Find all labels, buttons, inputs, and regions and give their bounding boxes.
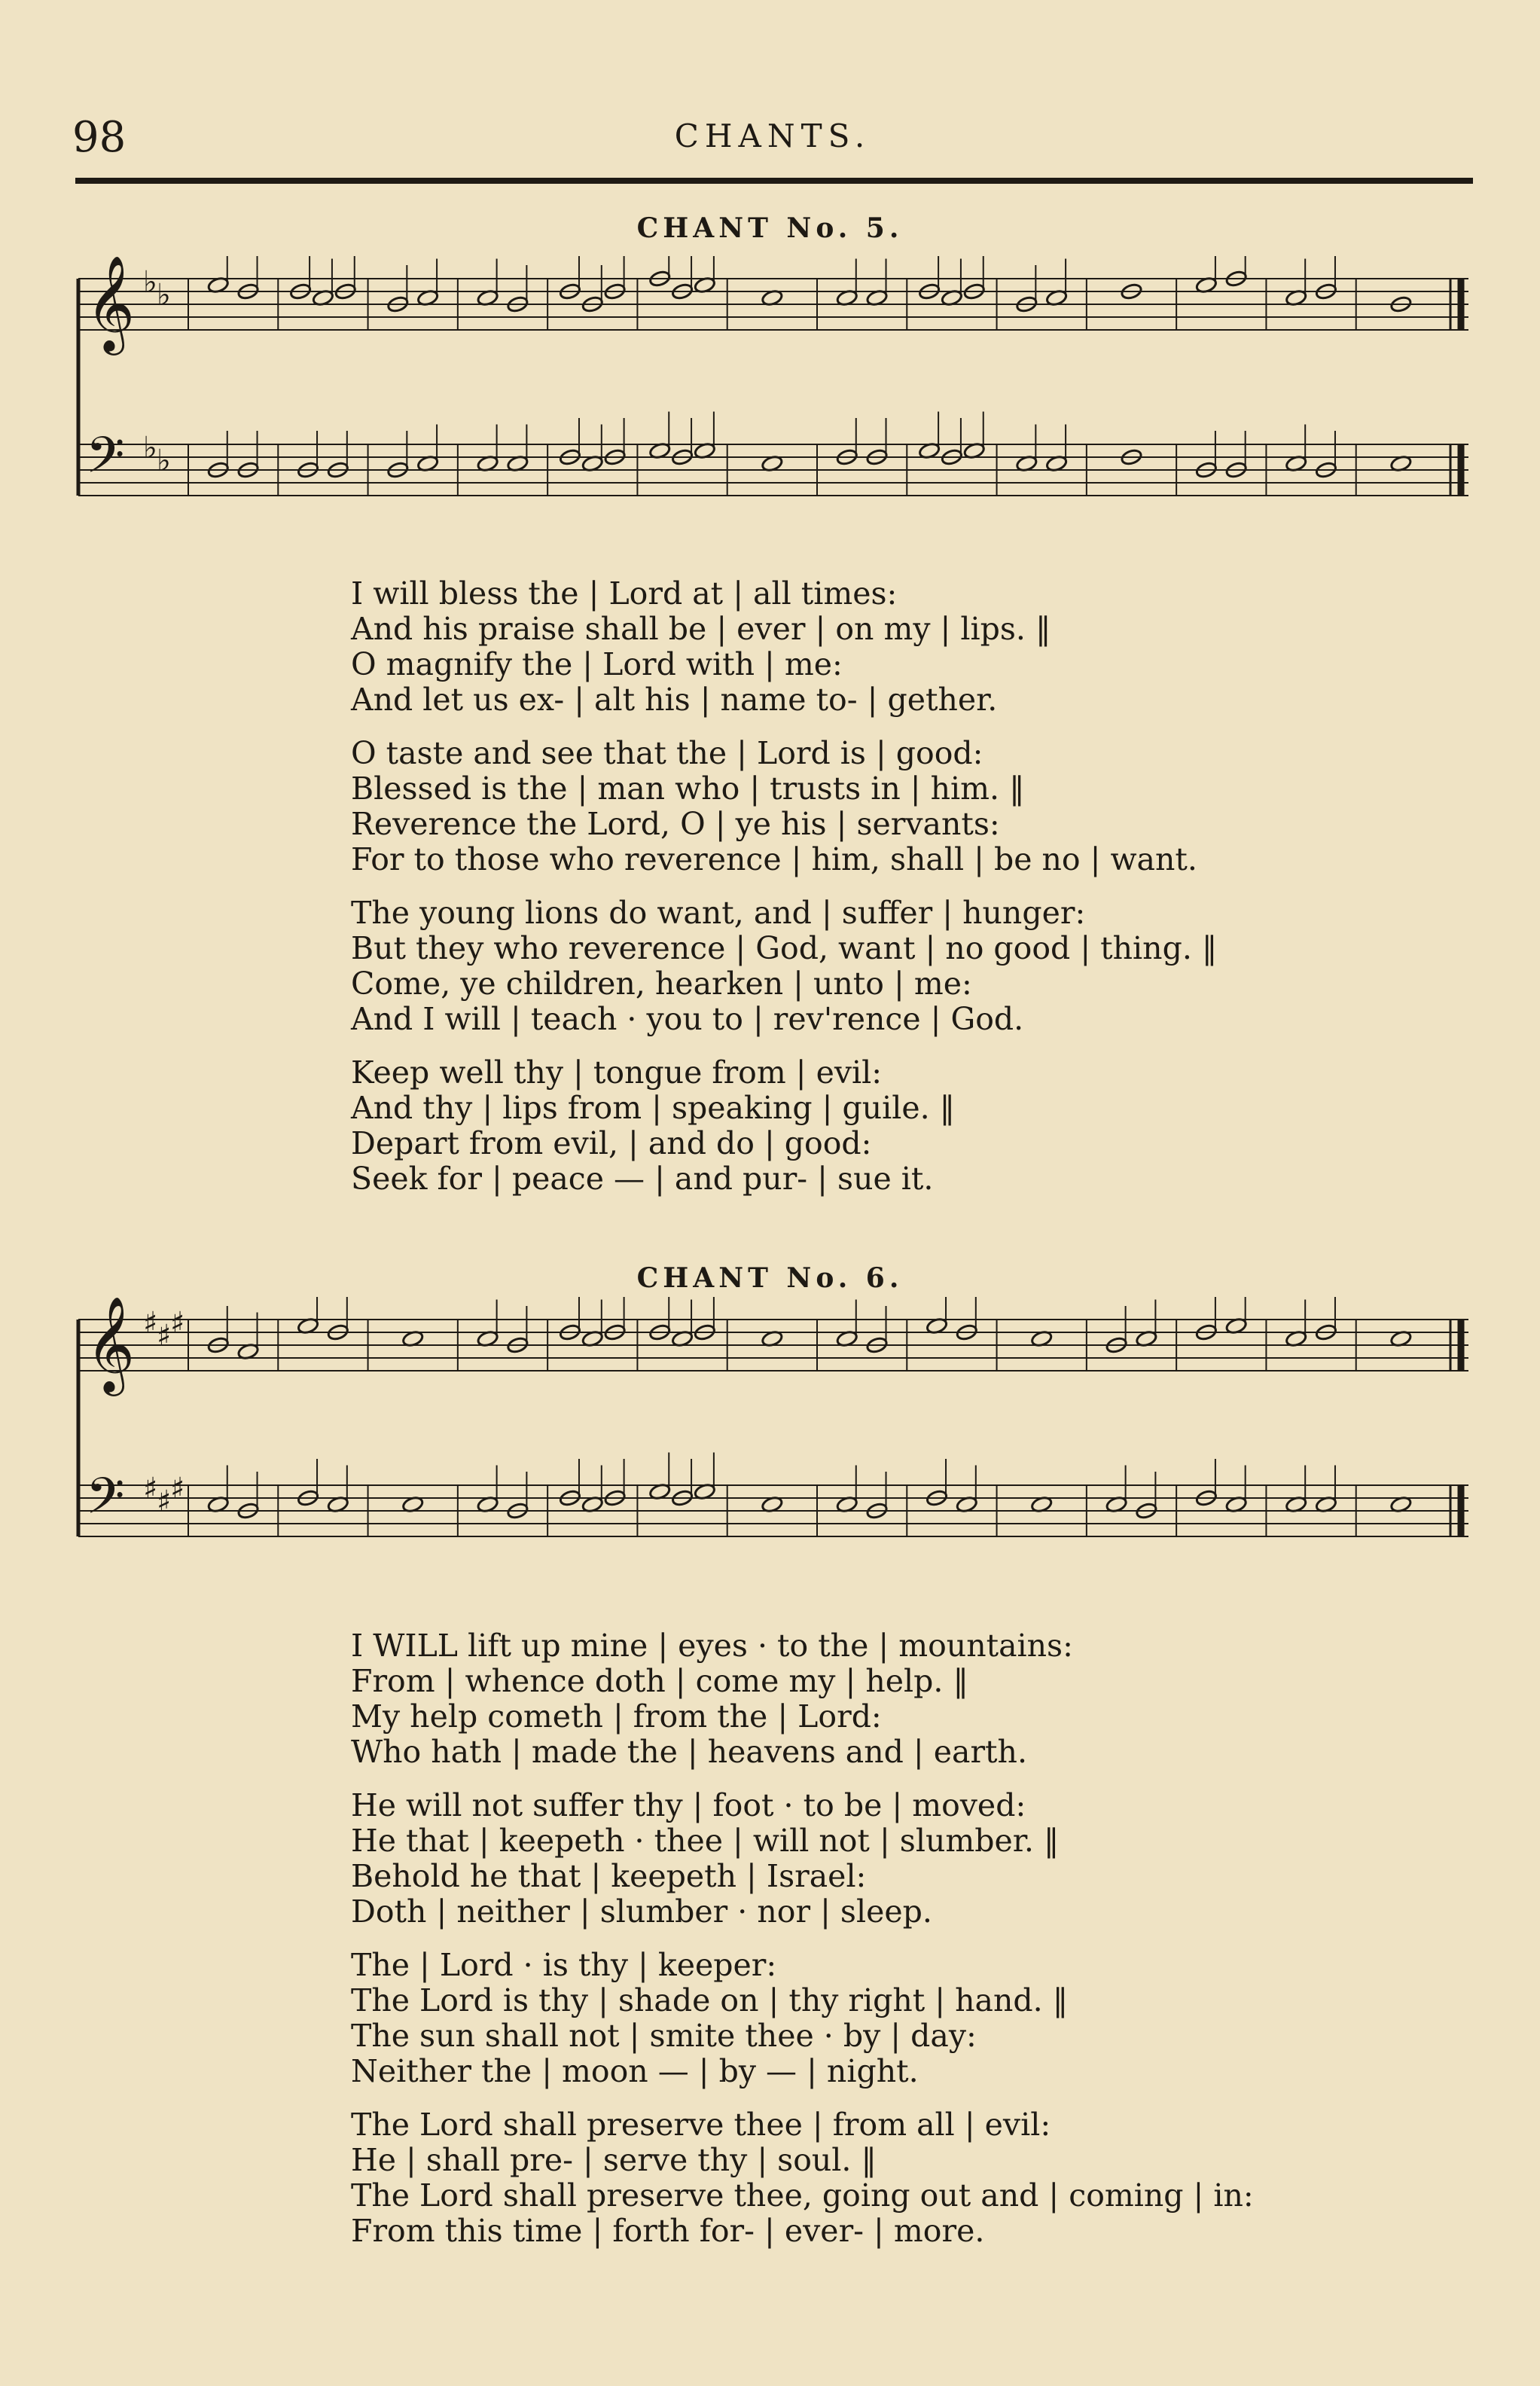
flat-icon: ♭: [157, 278, 171, 313]
page-header: [72, 113, 1473, 166]
bass-clef-icon: 𝄢: [86, 426, 125, 496]
verse-line: The young lions do want, and | suffer | hunger:: [351, 895, 1086, 931]
verse-line: My help cometh | from the | Lord:: [351, 1698, 882, 1735]
verse-line: The Lord is thy | shade on | thy right | hand. ‖: [351, 1982, 1069, 2018]
verse-line: O taste and see that the | Lord is | good:: [351, 735, 983, 771]
verse-line: From | whence doth | come my | help. ‖: [351, 1663, 968, 1699]
stanza: [351, 1628, 1465, 1770]
sharp-icon: ♯: [157, 1484, 172, 1519]
verse-line: From this time | forth for- | ever- | more.: [351, 2213, 985, 2249]
verse-line: And his praise shall be | ever | on my | lips. ‖: [351, 611, 1051, 647]
verse-line: I will bless the | Lord at | all times:: [351, 575, 898, 612]
verse-line: He that | keepeth · thee | will not | slumber. ‖: [351, 1823, 1060, 1859]
verse-line: But they who reverence | God, want | no good | thing. ‖: [351, 930, 1218, 966]
verse-line: And thy | lips from | speaking | guile. ‖: [351, 1090, 956, 1126]
stanza: [351, 2107, 1465, 2249]
sharp-icon: ♯: [170, 1472, 185, 1506]
header-rule: [75, 178, 1473, 184]
verse-line: Blessed is the | man who | trusts in | him. ‖: [351, 770, 1025, 807]
stanza: [351, 1788, 1465, 1930]
verse-line: And I will | teach · you to | rev'rence | God.: [351, 1001, 1024, 1037]
verse-line: He will not suffer thy | foot · to be | moved:: [351, 1787, 1026, 1823]
treble-clef-icon: 𝄞: [86, 256, 136, 351]
chant-6-score: [75, 1297, 1476, 1598]
verse-line: Keep well thy | tongue from | evil:: [351, 1054, 883, 1091]
stanza: [351, 1948, 1465, 2089]
verse-line: Seek for | peace — | and pur- | sue it.: [351, 1161, 934, 1197]
chant-6-music-staves: [75, 1297, 1476, 1598]
sharp-icon: ♯: [143, 1306, 158, 1341]
verse-line: The | Lord · is thy | keeper:: [351, 1947, 777, 1983]
verse-line: Neither the | moon — | by — | night.: [351, 2053, 919, 2089]
verse-line: Come, ye children, hearken | unto | me:: [351, 966, 972, 1002]
sharp-icon: ♯: [143, 1472, 158, 1506]
verse-line: The sun shall not | smite thee · by | day:: [351, 2018, 977, 2054]
running-title: CHANTS.: [674, 117, 871, 154]
chant-5-score: [75, 256, 1476, 557]
flat-icon: ♭: [143, 265, 157, 300]
verse-line: Behold he that | keepeth | Israel:: [351, 1858, 867, 1894]
verse-line: For to those who reverence | him, shall | be no | want.: [351, 841, 1197, 877]
verse-line: Reverence the Lord, O | ye his | servants:: [351, 806, 1000, 842]
sharp-icon: ♯: [157, 1319, 172, 1353]
chant-6-verses: [351, 1628, 1465, 2267]
treble-clef-icon: 𝄞: [86, 1297, 136, 1392]
verse-line: The Lord shall preserve thee | from all | evil:: [351, 2107, 1051, 2143]
verse-line: O magnify the | Lord with | me:: [351, 646, 843, 682]
verse-line: Who hath | made the | heavens and | earth.: [351, 1734, 1027, 1770]
flat-icon: ♭: [143, 431, 157, 465]
bass-clef-icon: 𝄢: [86, 1467, 125, 1537]
verse-line: He | shall pre- | serve thy | soul. ‖: [351, 2142, 877, 2178]
chant-5-title: CHANT No. 5.: [636, 212, 904, 244]
stanza: [351, 576, 1465, 718]
chant-5-music-staves: [75, 256, 1476, 557]
verse-line: Depart from evil, | and do | good:: [351, 1125, 872, 1161]
verse-line: Doth | neither | slumber · nor | sleep.: [351, 1893, 932, 1930]
chant-6-title: CHANT No. 6.: [636, 1262, 904, 1294]
verse-line: The Lord shall preserve thee, going out and | coming | in:: [351, 2177, 1254, 2214]
stanza: [351, 736, 1465, 877]
verse-line: I WILL lift up mine | eyes · to the | mountains:: [351, 1628, 1073, 1664]
page-number: 98: [72, 113, 127, 162]
stanza: [351, 1055, 1465, 1197]
flat-icon: ♭: [157, 444, 171, 478]
verse-line: And let us ex- | alt his | name to- | gether.: [351, 682, 998, 718]
stanza: [351, 896, 1465, 1037]
sharp-icon: ♯: [170, 1306, 185, 1341]
chant-5-verses: [351, 576, 1465, 1215]
